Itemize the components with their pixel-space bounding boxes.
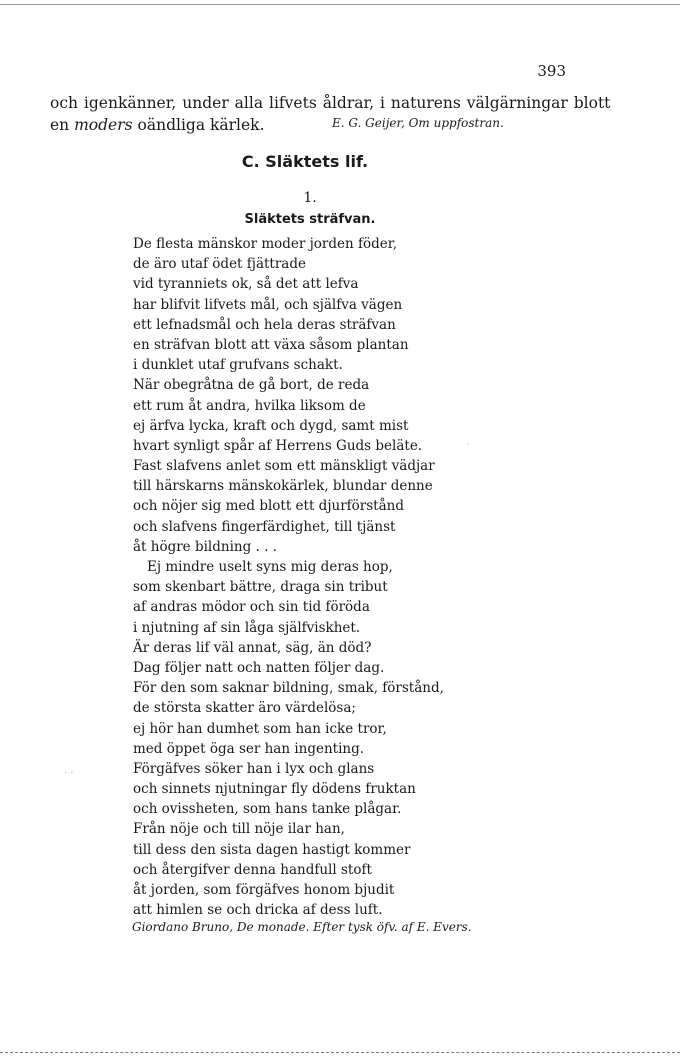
prose-text: en (50, 116, 75, 134)
poem-line: och sinnets njutningar fly dödens fruktan (133, 781, 416, 798)
prose-attribution: E. G. Geijer, Om uppfostran. (332, 116, 504, 130)
poem-line: och återgifver denna handfull stoft (133, 861, 372, 878)
poem-line: De flesta mänskor moder jorden föder, (133, 236, 398, 252)
poem-line: att himlen se och dricka af dess luft. (133, 902, 383, 919)
prose-line: och igenkänner, under alla lifvets åldrar, i naturens välgärningar blott (50, 94, 611, 112)
poem-title: Släktets sträfvan. (244, 212, 376, 227)
poem-line: Är deras lif väl annat, säg, än död? (133, 639, 372, 656)
margin-speck: · (466, 440, 470, 451)
poem-number: 1. (303, 190, 317, 206)
top-rule (0, 4, 680, 5)
poem-attribution: Giordano Bruno, De monade. Efter tysk öfv. af E. Evers. (132, 920, 472, 934)
poem-line: ett rum åt andra, hvilka liksom de (133, 397, 366, 414)
poem-line: de äro utaf ödet fjättrade (133, 256, 306, 273)
poem-line: Från nöje och till nöje ilar han, (133, 821, 345, 838)
poem-line: Förgäfves söker han i lyx och glans (133, 760, 375, 777)
page-number: 393 (537, 62, 566, 80)
poem-line: de största skatter äro värdelösa; (133, 700, 356, 717)
poem-line: har blifvit lifvets mål, och själfva vägen (133, 296, 403, 313)
poem-line: För den som saknar bildning, smak, förstånd, (133, 680, 444, 697)
poem-line: som skenbart bättre, draga sin tribut (133, 579, 388, 596)
bottom-rule (0, 1052, 680, 1053)
poem-line: till härskarns mänskokärlek, blundar denne (133, 478, 433, 495)
prose-text: oändliga kärlek. (132, 116, 265, 134)
margin-speck: · · (64, 768, 74, 779)
poem-line: åt högre bildning . . . (133, 538, 277, 555)
poem-line: af andras mödor och sin tid föröda (133, 599, 370, 616)
poem-line: När obegråtna de gå bort, de reda (133, 377, 370, 394)
poem-line: till dess den sista dagen hastigt kommer (133, 841, 411, 858)
poem-line: Dag följer natt och natten följer dag. (133, 659, 385, 676)
poem-line: ej hör han dumhet som han icke tror, (133, 720, 387, 737)
poem-line: Ej mindre uselt syns mig deras hop, (147, 559, 393, 575)
poem-line: vid tyranniets ok, så det att lefva (133, 276, 359, 293)
poem-line: i dunklet utaf grufvans schakt. (133, 357, 343, 374)
poem-line: och slafvens fingerfärdighet, till tjänst (133, 518, 396, 535)
poem-line: åt jorden, som förgäfves honom bjudit (133, 882, 395, 898)
poem-line: ett lefnadsmål och hela deras sträfvan (133, 316, 396, 333)
poem-line: i njutning af sin låga själfviskhet. (133, 619, 361, 636)
poem-line: hvart synligt spår af Herrens Guds beläte. (133, 437, 423, 454)
poem-line: ej ärfva lycka, kraft och dygd, samt mist (133, 417, 409, 434)
prose-emphasis: moders (74, 116, 133, 134)
poem-line: en sträfvan blott att växa såsom plantan (133, 336, 409, 353)
poem-line: med öppet öga ser han ingenting. (133, 740, 365, 757)
poem-line: Fast slafvens anlet som ett mänskligt vädjar (133, 458, 435, 475)
poem-body (133, 234, 553, 920)
poem-line: och nöjer sig med blott ett djurförstånd (133, 498, 404, 515)
section-heading: C. Släktets lif. (241, 152, 369, 171)
poem-line: och ovissheten, som hans tanke plågar. (133, 801, 402, 818)
